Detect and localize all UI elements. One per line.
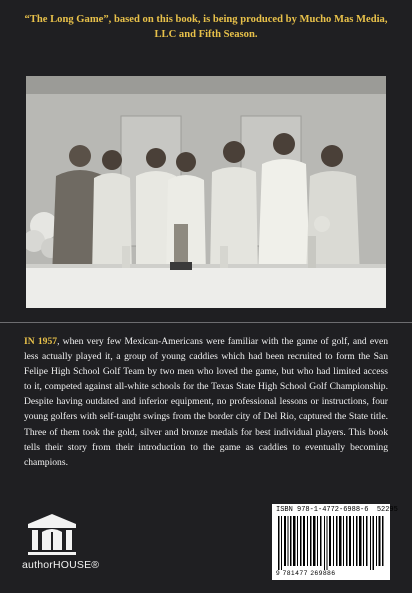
barcode-label — [272, 504, 398, 580]
section-divider — [0, 322, 412, 323]
team-photo — [26, 76, 386, 308]
isbn-number: ISBN 978-1-4772-6988-6 52295 — [276, 506, 398, 514]
barcode-digits: 9 781477 269886 — [276, 570, 336, 577]
barcode-icon — [276, 516, 386, 570]
back-cover-blurb — [24, 334, 388, 470]
price-code: 52295 — [376, 506, 398, 514]
blurb-body: , when very few Mexican-Americans were familiar with the game of golf, and even less actually played it, a group of young caddies which had been recruited to form the San Felipe High School Golf Team by two men who loved the game, but who had limited access to it, competed against all-white schools for the Texas State High School Golf Championship. Despite having outdated and inferior equipment, no professional lessons or instructions, four young golfers with self-taught swings from the border city of Del Rio, captured the State title. Three of them took the gold, silver and bronze medals for best individual players. This book tells their story from their introduction to the game as caddies to eventually becoming champions. — [24, 336, 389, 468]
publisher-name: authorHOUSE® — [22, 559, 100, 571]
production-note: “The Long Game”, based on this book, is being produced by Mucho Mas Media, LLC and Fifth Season. — [24, 14, 388, 40]
blurb-lead: IN 1957 — [24, 336, 58, 347]
